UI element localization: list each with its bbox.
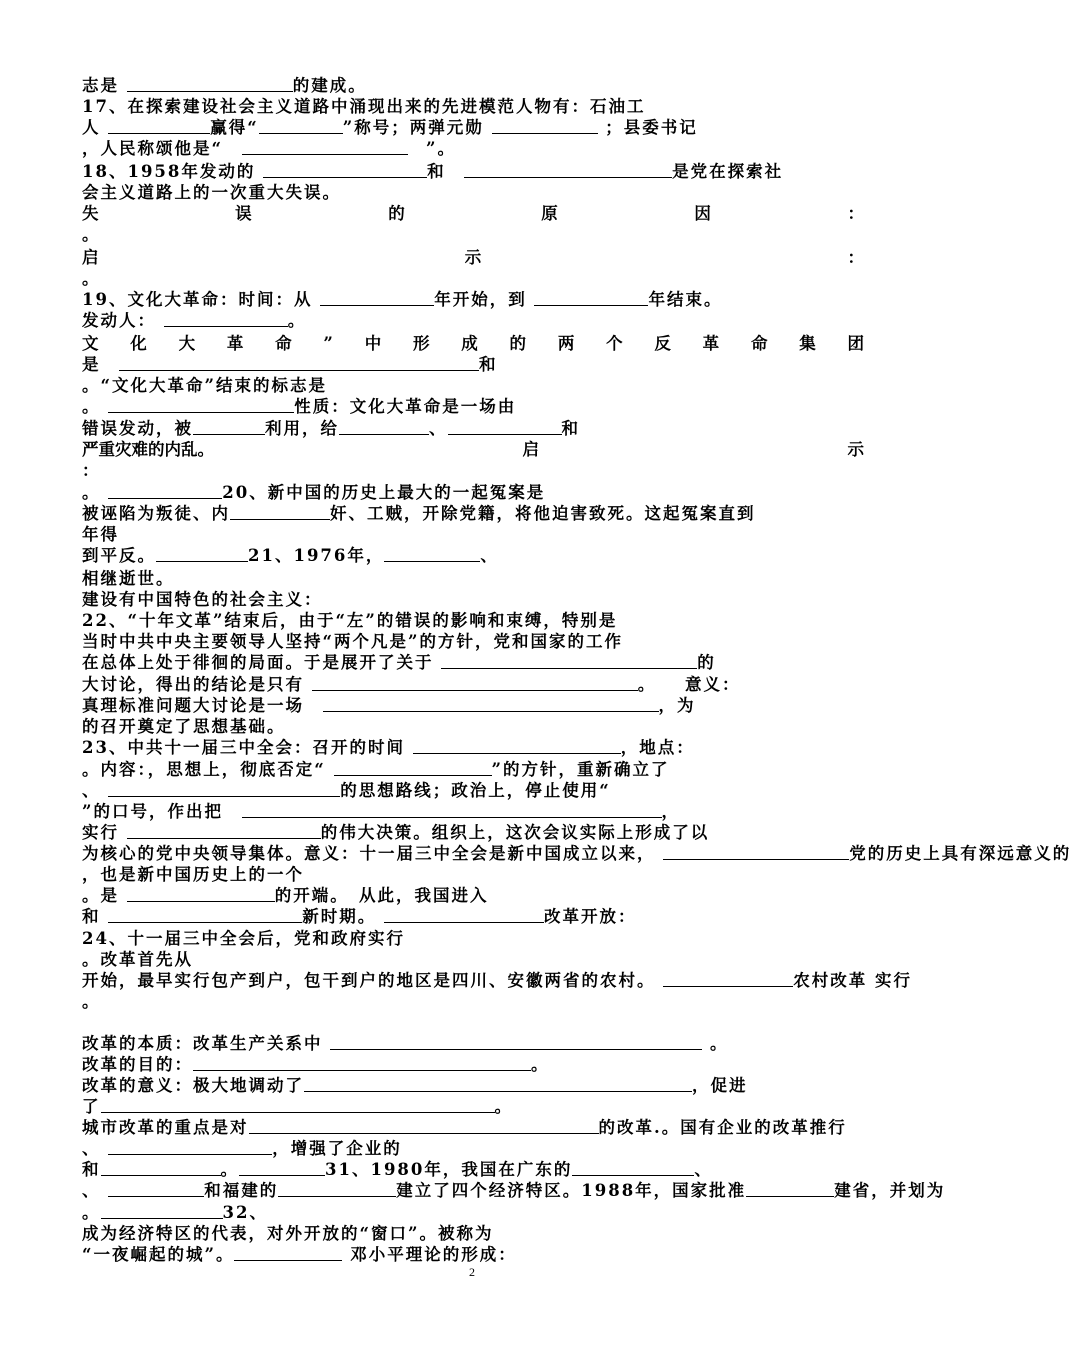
text-line: 。“文化大革命”结束的标志是	[82, 376, 327, 395]
text-line: 人 赢得“ ”称号；两弹元勋 ；县委书记	[82, 118, 698, 137]
fill-blank[interactable]	[101, 1160, 221, 1176]
fill-blank[interactable]	[230, 504, 330, 520]
text-line: 发动人： 。	[82, 311, 307, 330]
text-line: 严重灾难的内乱。 启 示	[82, 440, 864, 459]
text-line: 。 32、	[82, 1203, 268, 1222]
text-line: 和 新时期。 改革开放：	[82, 907, 637, 926]
fill-blank[interactable]	[164, 311, 288, 327]
fill-blank[interactable]	[413, 738, 621, 754]
fill-blank[interactable]	[119, 355, 479, 371]
fill-blank[interactable]	[320, 290, 434, 306]
fill-blank[interactable]	[108, 483, 222, 499]
fill-blank[interactable]	[259, 118, 343, 134]
text-line: 。 20、新中国的历史上最大的一起冤案是	[82, 483, 546, 502]
fill-blank[interactable]	[156, 546, 248, 562]
text-line: 志是 的建成。	[82, 76, 367, 95]
fill-blank[interactable]	[108, 118, 210, 134]
fill-blank[interactable]	[193, 419, 265, 435]
fill-blank[interactable]	[339, 419, 429, 435]
fill-blank[interactable]	[234, 1245, 342, 1261]
fill-blank[interactable]	[312, 675, 638, 691]
text-line: ，也是新中国历史上的一个	[82, 865, 304, 884]
text-line: 了 。	[82, 1097, 513, 1116]
text-line: 17、在探索建设社会主义道路中涌现出来的先进模范人物有：石油工	[82, 97, 646, 116]
text-line: 开始，最早实行包产到户，包干到户的地区是四川、安徽两省的农村。 农村改革 实行	[82, 971, 912, 990]
text-line: 、 的思想路线；政治上，停止使用“	[82, 781, 611, 800]
text-line: 建设有中国特色的社会主义：	[82, 590, 323, 609]
text-line: 在总体上处于徘徊的局面。于是展开了关于 的	[82, 653, 716, 672]
text-line: 。 性质：文化大革命是一场由	[82, 397, 517, 416]
text-line: 相继逝世。	[82, 569, 175, 588]
text-line	[82, 1287, 864, 1307]
fill-blank[interactable]	[242, 802, 662, 818]
text-line: 和 。 31、1980年，我国在广东的 、	[82, 1160, 713, 1179]
text-line: ”的口号，作出把 ，	[82, 802, 680, 821]
fill-blank[interactable]	[304, 1076, 692, 1092]
text-line: 当时中共中央主要领导人坚持“两个凡是”的方针，党和国家的工作	[82, 632, 623, 651]
text-line: 。内容：，思想上，彻底否定“ ”的方针，重新确立了	[82, 760, 670, 779]
fill-blank[interactable]	[108, 1181, 204, 1197]
text-line: 改革的本质：改革生产关系中 。	[82, 1034, 729, 1053]
text-line: 18、1958年发动的 和 是党在探索社	[82, 162, 784, 181]
text-line: 年得	[82, 525, 119, 544]
text-line: 错误发动，被 利用，给 、 和	[82, 419, 580, 438]
text-line: 、 和福建的 建立了四个经济特区。1988年，国家批准 建省，并划为	[82, 1181, 946, 1200]
fill-blank[interactable]	[663, 971, 793, 987]
text-line: 是 和	[82, 355, 498, 374]
text-line: 、 ，增强了企业的	[82, 1139, 402, 1158]
fill-blank[interactable]	[334, 760, 492, 776]
text-line: 。	[82, 225, 101, 244]
fill-blank[interactable]	[572, 1160, 694, 1176]
fill-blank[interactable]	[127, 823, 321, 839]
text-line: 启 示 ：	[82, 248, 864, 267]
text-line: 改革的目的： 。	[82, 1055, 550, 1074]
text-line: 23、中共十一届三中全会：召开的时间 ，地点：	[82, 738, 695, 757]
text-line: 19、文化大革命：时间：从 年开始，到 年结束。	[82, 290, 723, 309]
text-line: 被诬陷为叛徒、内 奸、工贼，开除党籍，将他迫害致死。这起冤案直到	[82, 504, 756, 523]
fill-blank[interactable]	[464, 162, 672, 178]
fill-blank[interactable]	[663, 844, 849, 860]
fill-blank[interactable]	[492, 118, 598, 134]
text-line: 实行 的伟大决策。组织上，这次会议实际上形成了以	[82, 823, 710, 842]
fill-blank[interactable]	[108, 907, 302, 923]
text-line: 。	[82, 269, 101, 288]
text-line: 大讨论，得出的结论是只有 。 意义：	[82, 675, 741, 694]
text-line: 。	[82, 992, 101, 1011]
text-line: ，人民称颂他是“ ”。	[82, 139, 456, 158]
text-line: 到平反。 21、1976年， 、	[82, 546, 499, 565]
text-line: 22、“十年文革”结束后，由于“左”的错误的影响和束缚，特别是	[82, 611, 618, 630]
text-line: 改革的意义：极大地调动了 ，促进	[82, 1076, 748, 1095]
text-line: 。改革首先从	[82, 950, 193, 969]
text-line: 成为经济特区的代表，对外开放的“窗口”。被称为	[82, 1224, 494, 1243]
fill-blank[interactable]	[239, 1160, 325, 1176]
text-line: 会主义道路上的一次重大失误。	[82, 183, 341, 202]
fill-blank[interactable]	[746, 1181, 834, 1197]
page-number: 2	[469, 1265, 475, 1279]
fill-blank[interactable]	[108, 1139, 272, 1155]
fill-blank[interactable]	[263, 162, 427, 178]
text-line: 真理标准问题大讨论是一场 ，为	[82, 696, 696, 715]
text-line: 文 化 大 革 命 ” 中 形 成 的 两 个 反 革 命 集 团	[82, 334, 864, 353]
text-line: 的召开奠定了思想基础。	[82, 717, 286, 736]
fill-blank[interactable]	[242, 139, 408, 155]
fill-blank[interactable]	[278, 1181, 396, 1197]
fill-blank[interactable]	[323, 696, 659, 712]
fill-blank[interactable]	[249, 1118, 599, 1134]
fill-blank[interactable]	[534, 290, 648, 306]
fill-blank[interactable]	[441, 653, 697, 669]
fill-blank[interactable]	[101, 1097, 495, 1113]
text-line: 24、十一届三中全会后，党和政府实行	[82, 929, 405, 948]
fill-blank[interactable]	[384, 907, 544, 923]
fill-blank[interactable]	[193, 1055, 531, 1071]
text-line: 失 误 的 原 因 ：	[82, 204, 864, 223]
fill-blank[interactable]	[448, 419, 562, 435]
text-line: 为核心的党中央领导集体。意义：十一届三中全会是新中国成立以来， 党的历史上具有深远意义的	[82, 844, 1071, 863]
text-line: ：	[82, 461, 101, 480]
fill-blank[interactable]	[330, 1034, 702, 1050]
fill-blank[interactable]	[127, 886, 275, 902]
fill-blank[interactable]	[384, 546, 480, 562]
text-line: 。是 的开端。 从此，我国进入	[82, 886, 489, 905]
fill-blank[interactable]	[108, 397, 294, 413]
fill-blank[interactable]	[101, 1203, 223, 1219]
text-line: 城市改革的重点是对 的改革.。国有企业的改革推行	[82, 1118, 847, 1137]
text-line: “一夜崛起的城”。 邓小平理论的形成：	[82, 1245, 517, 1264]
fill-blank[interactable]	[127, 76, 293, 92]
fill-blank[interactable]	[108, 781, 340, 797]
